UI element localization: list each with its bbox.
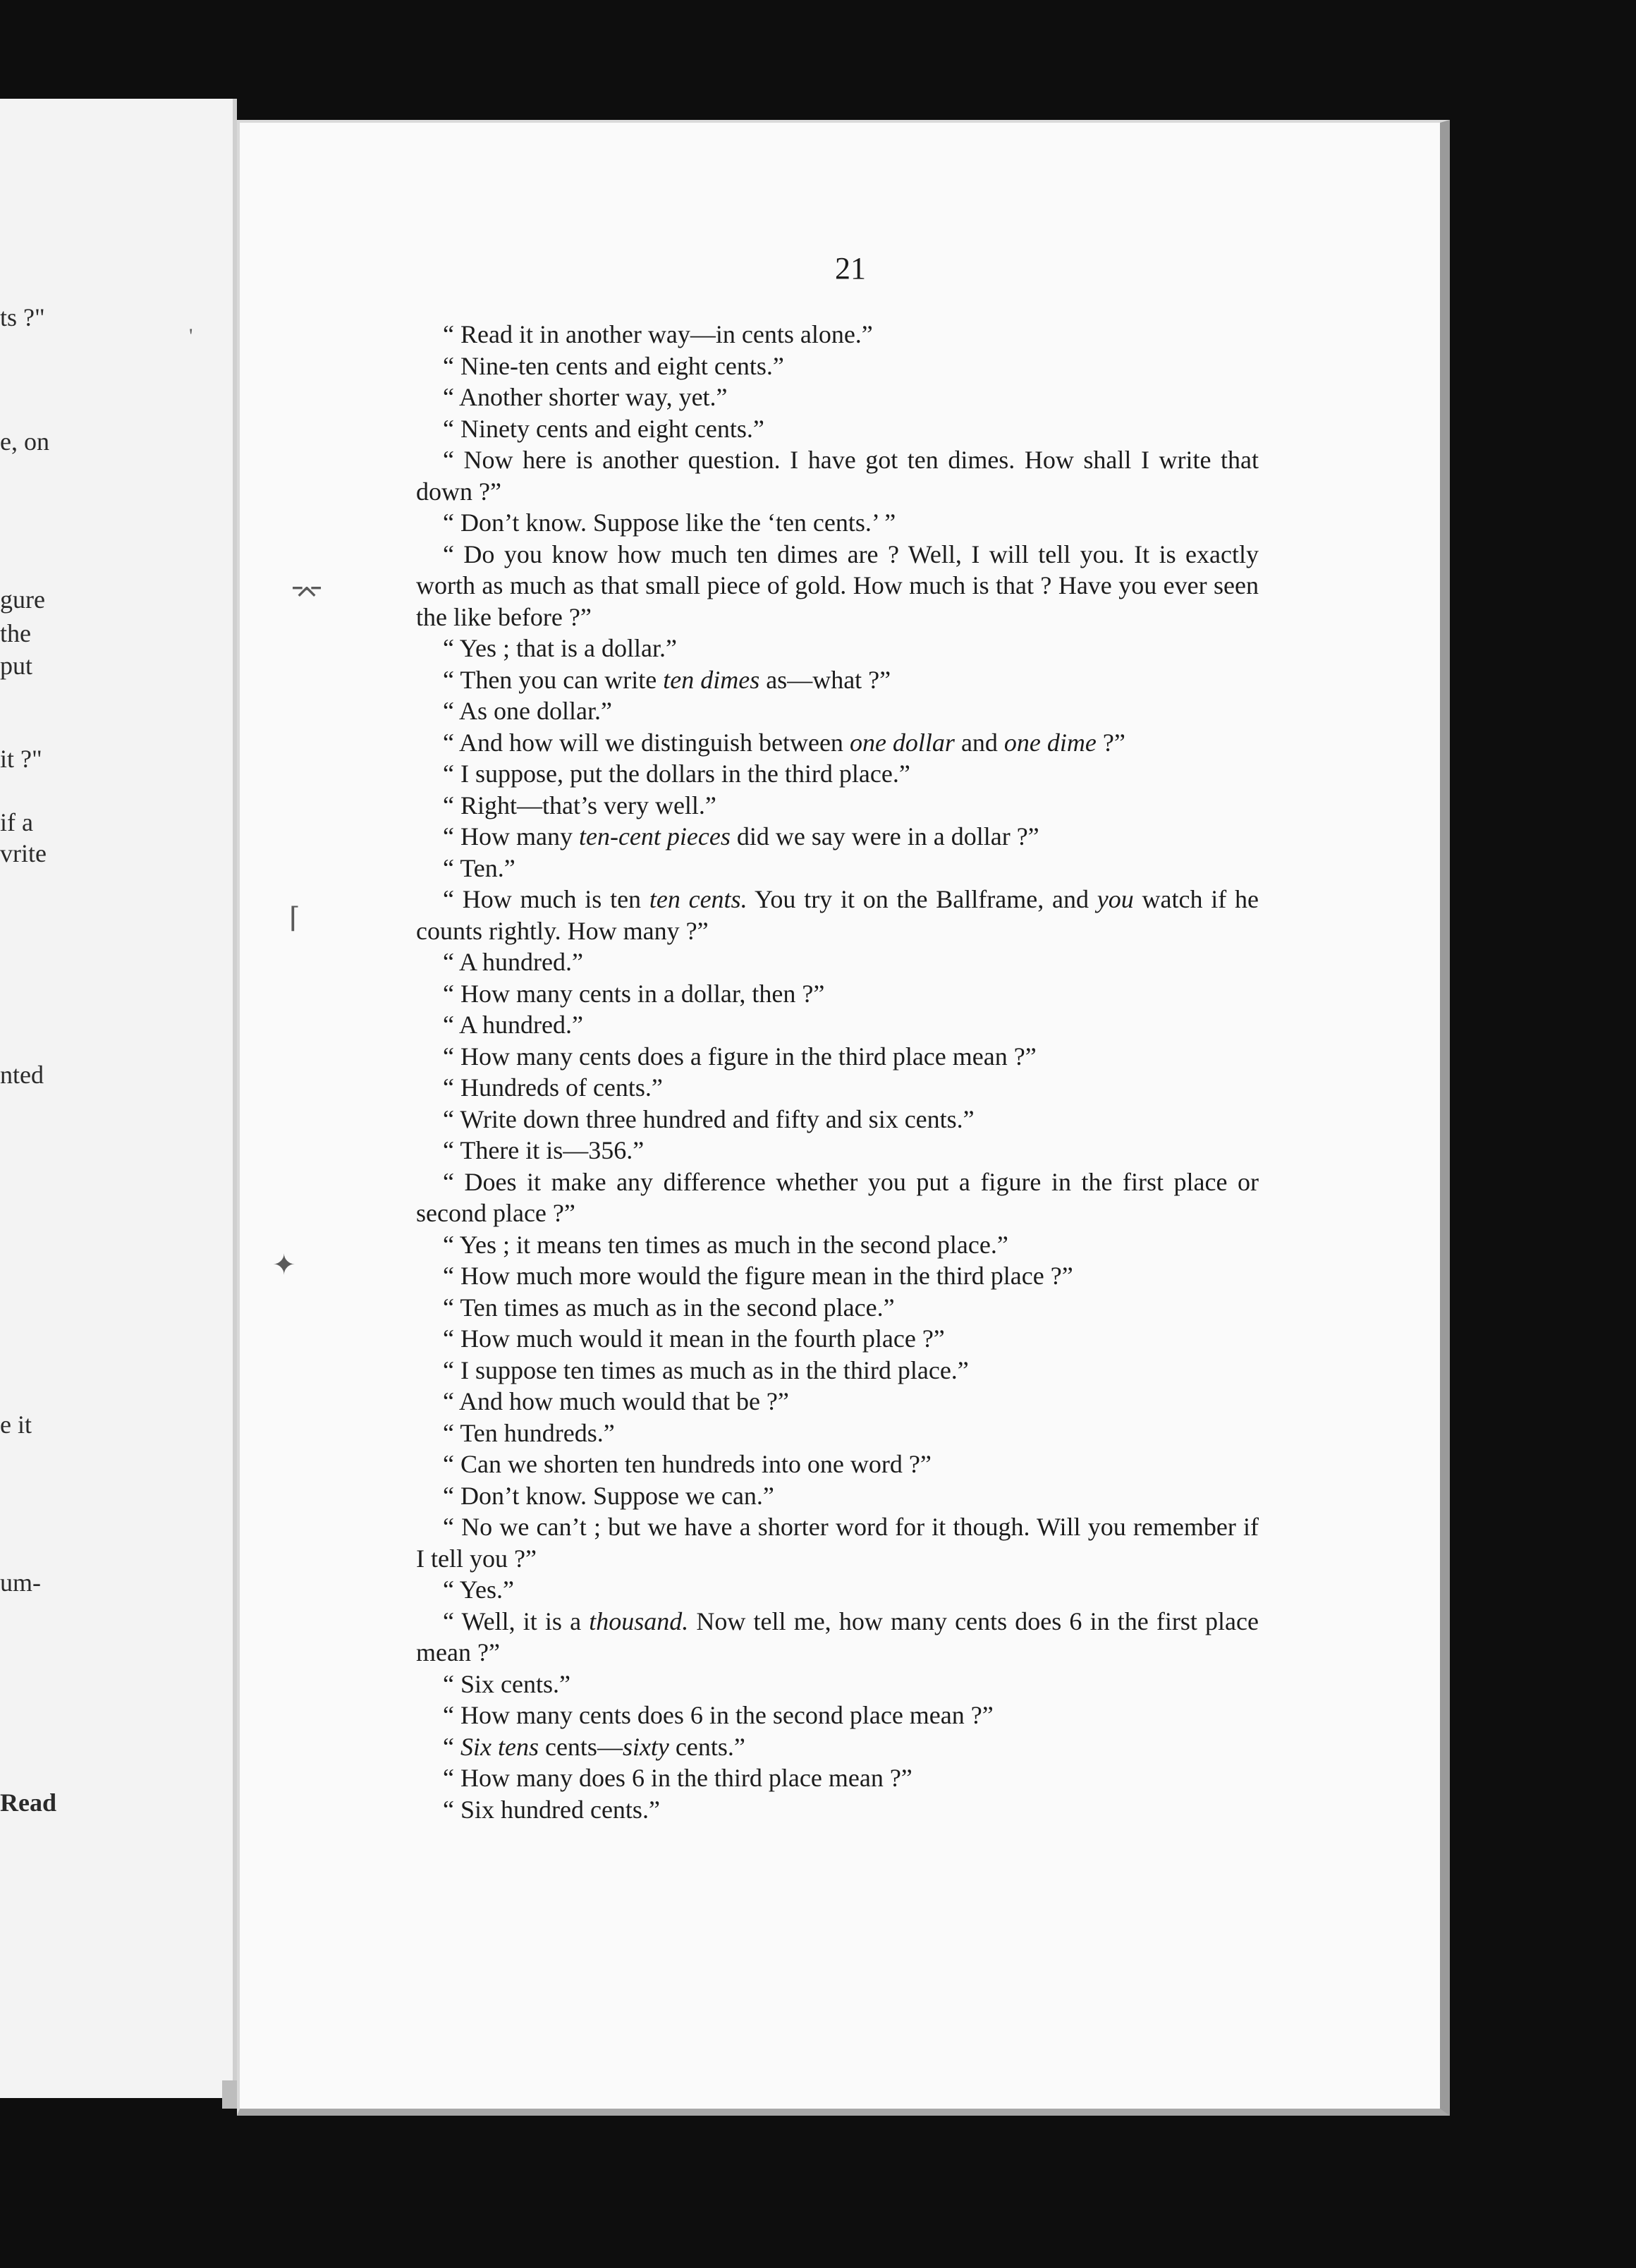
paragraph (416, 539, 1259, 633)
italic-text: you (1097, 885, 1134, 913)
paragraph (416, 1104, 1259, 1135)
left-fragment: gure (0, 585, 45, 614)
page-text (416, 319, 1259, 1825)
paragraph (416, 1794, 1259, 1826)
text-run: did we say were in a dollar ?” (730, 822, 1039, 850)
text-run: “ How much would it mean in the fourth place ?” (443, 1324, 945, 1353)
left-fragment: vrite (0, 839, 47, 867)
paragraph (416, 1731, 1259, 1763)
text-run: “ How many (443, 822, 579, 850)
text-run: “ How many cents does 6 in the second place mean ?” (443, 1701, 994, 1729)
text-run: ?” (1096, 728, 1125, 757)
print-speck: ' (189, 324, 193, 348)
paragraph (416, 1606, 1259, 1669)
paragraph (416, 1355, 1259, 1386)
paragraph (416, 319, 1259, 350)
paragraph (416, 1229, 1259, 1261)
text-run: “ As one dollar.” (443, 697, 612, 725)
print-speck: ⌤ (291, 578, 324, 609)
text-run: “ Well, it is a (443, 1606, 590, 1635)
paragraph (416, 1700, 1259, 1731)
paragraph (416, 1009, 1259, 1041)
text-run: “ Yes ; it means ten times as much in the second place.” (443, 1230, 1008, 1259)
text-run: “ Six hundred cents.” (443, 1795, 660, 1824)
text-run: “ Read it in another way—in cents alone.” (443, 320, 873, 348)
text-run: watch if he counts rightly. How many ?” (416, 885, 1259, 945)
paragraph (416, 633, 1259, 664)
paragraph (416, 507, 1259, 539)
paragraph (416, 1166, 1259, 1229)
text-run: “ A hundred.” (443, 948, 583, 976)
print-speck: ✦ (272, 1249, 296, 1281)
text-run: “ Ten hundreds.” (443, 1418, 615, 1447)
text-run: “ And how much would that be ?” (443, 1387, 789, 1415)
paragraph (416, 1386, 1259, 1418)
paragraph (416, 1449, 1259, 1480)
text-run: “ And how will we distinguish between (443, 728, 850, 757)
paragraph (416, 1511, 1259, 1574)
text-run: “ I suppose ten times as much as in the third place.” (443, 1355, 969, 1384)
paragraph (416, 1418, 1259, 1449)
print-speck: ⌈ (289, 902, 300, 934)
text-run: “ A hundred.” (443, 1011, 583, 1039)
text-run: “ Right—that’s very well.” (443, 791, 716, 819)
text-run: “ Six cents.” (443, 1669, 570, 1698)
paragraph (416, 821, 1259, 853)
italic-text: one dollar (849, 728, 955, 757)
text-run: “ Don’t know. Suppose like the ‘ten cents.’ ” (443, 508, 896, 537)
paragraph (416, 727, 1259, 759)
paragraph (416, 1480, 1259, 1512)
text-run: “ Then you can write (443, 665, 664, 694)
text-run: “ How many cents does a figure in the third place mean ?” (443, 1042, 1037, 1071)
paragraph (416, 1323, 1259, 1355)
text-run: “ How much is ten (443, 885, 649, 913)
text-run: “ Another shorter way, yet.” (443, 383, 728, 411)
italic-text: ten-cent pieces (578, 822, 731, 850)
text-run: as—what ?” (759, 665, 891, 694)
left-fragment: if a (0, 808, 33, 836)
italic-text: ten cents. (649, 885, 747, 913)
text-run: You try it on the Ballframe, and (747, 885, 1097, 913)
paragraph (416, 758, 1259, 790)
paragraph (416, 1292, 1259, 1324)
left-fragment: Read (0, 1788, 56, 1817)
left-fragment: nted (0, 1061, 44, 1089)
text-run: “ Ten.” (443, 853, 515, 882)
paragraph (416, 978, 1259, 1010)
paragraph (416, 1574, 1259, 1606)
text-run: “ Do you know how much ten dimes are ? Well, I will tell you. It is exactly worth as much as that small piece of gold. How much is that ? Have you ever seen the like before ?” (416, 539, 1259, 631)
page-number: 21 (835, 251, 866, 286)
text-run: “ Yes.” (443, 1575, 515, 1604)
paragraph (416, 664, 1259, 696)
text-run: “ Now here is another question. I have got ten dimes. How shall I write that down ?” (416, 446, 1259, 506)
text-run: “ Nine-ten cents and eight cents.” (443, 351, 784, 380)
text-run: “ Can we shorten ten hundreds into one word ?” (443, 1450, 932, 1478)
text-run: “ Does it make any difference whether you put a figure in the first place or second place ?” (416, 1167, 1259, 1227)
paragraph (416, 413, 1259, 445)
paragraph (416, 350, 1259, 382)
paragraph (416, 1762, 1259, 1794)
text-run: “ Ten times as much as in the second place.” (443, 1293, 895, 1322)
italic-text: one dime (1003, 728, 1097, 757)
text-run: “ There it is—356.” (443, 1136, 645, 1164)
paragraph (416, 1669, 1259, 1700)
italic-text: Six tens (460, 1732, 539, 1761)
left-fragment: the (0, 619, 31, 647)
text-run: “ Yes ; that is a dollar.” (443, 634, 677, 662)
left-fragment: e it (0, 1410, 32, 1439)
text-run: “ I suppose, put the dollars in the third place.” (443, 760, 910, 788)
italic-text: thousand. (589, 1606, 689, 1635)
left-fragment: e, on (0, 427, 49, 456)
left-fragment: put (0, 652, 33, 680)
text-run: “ How many does 6 in the third place mean ?” (443, 1764, 912, 1792)
paragraph (416, 946, 1259, 978)
text-run: “ Don’t know. Suppose we can.” (443, 1481, 774, 1510)
left-fragment: um- (0, 1568, 41, 1597)
text-run: “ Write down three hundred and fifty and six cents.” (443, 1104, 975, 1133)
italic-text: sixty (622, 1732, 669, 1761)
paragraph (416, 853, 1259, 884)
paragraph (416, 884, 1259, 946)
paragraph (416, 695, 1259, 727)
paragraph (416, 790, 1259, 822)
paragraph (416, 382, 1259, 413)
text-run: “ (443, 1732, 460, 1761)
paragraph (416, 1072, 1259, 1104)
paragraph (416, 1135, 1259, 1166)
text-run: cents.” (669, 1732, 745, 1761)
left-fragment: it ?" (0, 745, 42, 773)
paragraph (416, 1260, 1259, 1292)
text-run: “ No we can’t ; but we have a shorter word for it though. Will you remember if I tell you ?” (416, 1513, 1259, 1573)
text-run: “ How much more would the figure mean in the third place ?” (443, 1262, 1073, 1290)
left-fragment: ts ?" (0, 303, 45, 331)
text-run: “ Ninety cents and eight cents.” (443, 414, 764, 443)
paragraph (416, 1041, 1259, 1073)
text-run: and (954, 728, 1004, 757)
paragraph (416, 444, 1259, 507)
italic-text: ten dimes (663, 665, 760, 694)
text-run: “ Hundreds of cents.” (443, 1073, 663, 1102)
text-run: Now tell me, how many cents does 6 in the first place mean ?” (416, 1606, 1259, 1666)
text-run: cents— (538, 1732, 623, 1761)
text-run: “ How many cents in a dollar, then ?” (443, 979, 825, 1008)
